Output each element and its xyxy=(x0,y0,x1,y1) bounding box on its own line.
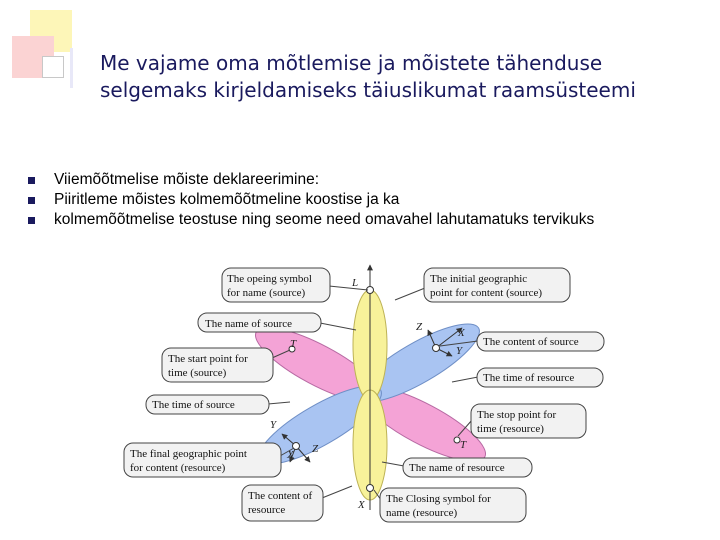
bullet-text: Piiritleme mõistes kolmemõõtmeline koostise ja ka xyxy=(54,191,400,208)
callout-text: The name of source xyxy=(205,318,293,330)
axis-label-X: X xyxy=(287,449,294,461)
axis-node xyxy=(367,485,374,492)
callout-text: The initial geographic xyxy=(430,273,528,285)
callout-text: time (resource) xyxy=(477,423,544,435)
axis-label-X: X xyxy=(458,327,465,339)
callout-name-source xyxy=(198,313,356,332)
slide-title: Me vajame oma mõtlemise ja mõistete tähenduse selgemaks kirjeldamiseks täiuslikumat raamsüsteemi xyxy=(100,51,636,102)
callout-content-resource xyxy=(242,485,352,521)
callout-text: name (resource) xyxy=(386,507,458,519)
axis-label-Z: Z xyxy=(312,443,319,455)
callout-text: resource xyxy=(248,504,286,516)
callout-text: The start point for xyxy=(168,353,248,365)
axis-label-Z: Z xyxy=(416,321,423,333)
callout-time-source xyxy=(146,395,290,414)
axis-label-T: T xyxy=(290,338,297,350)
axis-node xyxy=(433,345,440,352)
callout-text: The content of xyxy=(248,490,313,502)
callout-text: for content (resource) xyxy=(130,462,226,474)
callout-text: The time of resource xyxy=(483,372,575,384)
callout-text: The opeing symbol xyxy=(227,273,312,285)
callout-final-point xyxy=(124,443,294,477)
axis-label-Y: Y xyxy=(456,345,463,357)
axis-label-X: X xyxy=(358,499,365,511)
callout-stop-point xyxy=(458,404,586,438)
callout-text: The stop point for xyxy=(477,409,557,421)
callout-text: The name of resource xyxy=(409,462,505,474)
axis-label-T: T xyxy=(460,439,467,451)
callout-text: for name (source) xyxy=(227,287,306,299)
callout-initial-point xyxy=(395,268,570,302)
callout-closing-symbol xyxy=(374,488,526,522)
axis-label-Y: Y xyxy=(270,419,277,431)
callout-time-resource xyxy=(452,368,603,387)
callout-text: The time of source xyxy=(152,399,235,411)
bullet-text: Viiemõõtmelise mõiste deklareerimine: xyxy=(54,171,320,188)
callout-text: The final geographic point xyxy=(130,448,247,460)
callout-text: The content of source xyxy=(483,336,579,348)
callout-opening-symbol xyxy=(222,268,368,302)
bullet-text: kolmemõõtmelise teostuse ning seome need omavahel lahutamatuks tervikuks xyxy=(54,211,595,228)
callout-start-point xyxy=(162,348,290,382)
callout-text: The Closing symbol for xyxy=(386,493,491,505)
callout-text: time (source) xyxy=(168,367,227,379)
callout-text: point for content (source) xyxy=(430,287,543,299)
callout-name-resource xyxy=(382,458,532,477)
axis-label-L: L xyxy=(352,277,359,289)
